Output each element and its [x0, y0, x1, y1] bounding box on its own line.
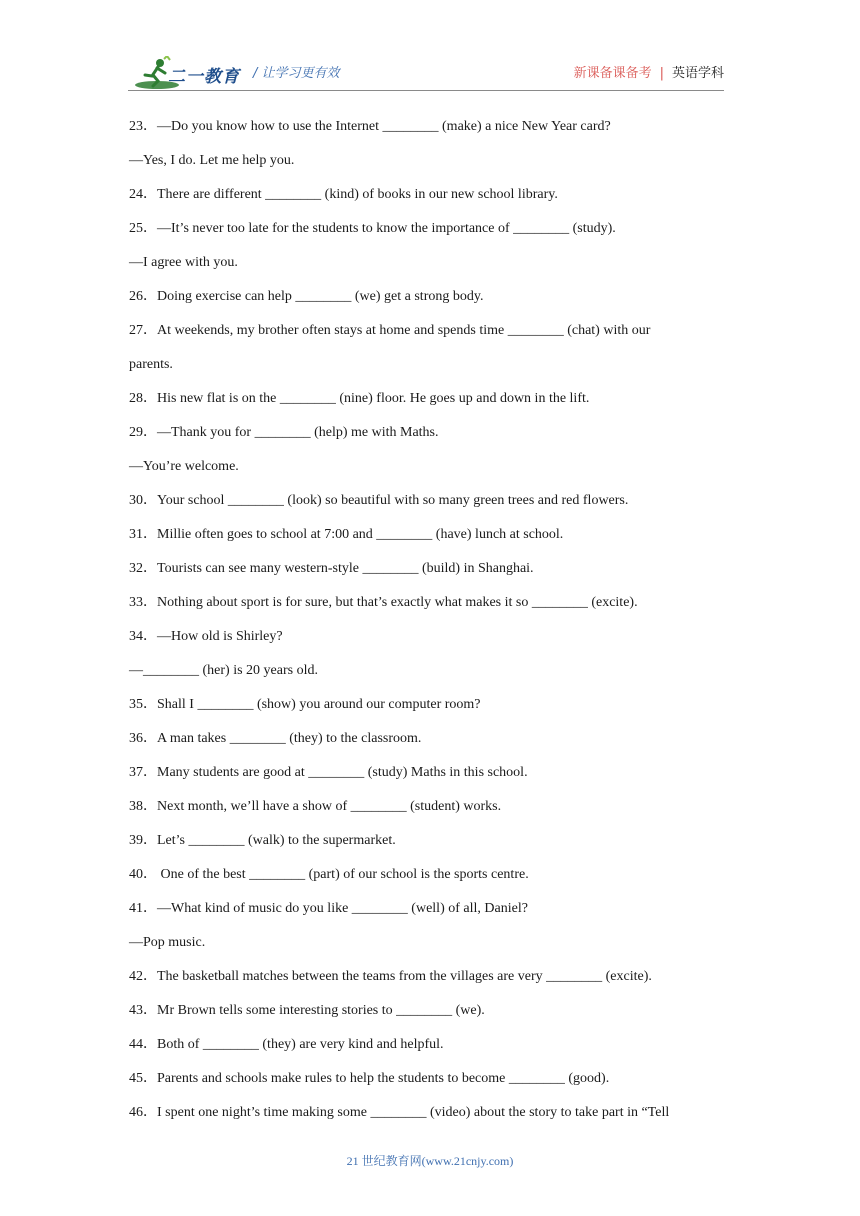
exercise-line: 40． One of the best ________ (part) of our school is the sports centre. — [129, 867, 529, 882]
exercise-line: 37．Many students are good at ________ (study) Maths in this school. — [129, 765, 528, 780]
exercise-line: 38．Next month, we’ll have a show of ________ (student) works. — [129, 799, 502, 814]
exercise-line: —I agree with you. — [129, 255, 238, 270]
exercise-line: 39．Let’s ________ (walk) to the supermarket. — [129, 833, 396, 848]
subject-tags — [574, 62, 724, 81]
exercise-line: —Yes, I do. Let me help you. — [129, 153, 295, 168]
exercise-line: 45．Parents and schools make rules to help the students to become ________ (good). — [129, 1071, 610, 1086]
tag-course-prep: 新课备课备考 — [573, 66, 652, 81]
exercise-line: 23．—Do you know how to use the Internet ________ (make) a nice New Year card? — [129, 119, 611, 134]
exercise-line: 29．—Thank you for ________ (help) me with Maths. — [129, 425, 439, 440]
exercise-line: —________ (her) is 20 years old. — [129, 663, 318, 678]
exercise-line: —You’re welcome. — [129, 459, 239, 474]
slogan: / 让学习更有效 — [253, 66, 340, 81]
exercise-line: 32．Tourists can see many western-style ________ (build) in Shanghai. — [129, 561, 534, 576]
exercise-line: 36．A man takes ________ (they) to the classroom. — [129, 731, 422, 746]
exercise-line: 25．—It’s never too late for the students to know the importance of ________ (study). — [129, 221, 616, 236]
exercise-line: 33．Nothing about sport is for sure, but that’s exactly what makes it so ________ (excite). — [129, 595, 638, 610]
exercise-line: 28．His new flat is on the ________ (nine) floor. He goes up and down in the lift. — [129, 391, 590, 406]
tag-separator: | — [659, 66, 664, 81]
exercise-line: 34．—How old is Shirley? — [129, 629, 283, 644]
tag-subject: 英语学科 — [671, 66, 724, 81]
exercise-line: 31．Millie often goes to school at 7:00 and ________ (have) lunch at school. — [129, 527, 564, 542]
page-header — [0, 0, 860, 96]
page-footer: 21 世纪教育网(www.21cnjy.com) — [346, 1154, 514, 1168]
exercise-list — [129, 110, 729, 1130]
exercise-line: 30．Your school ________ (look) so beautiful with so many green trees and red flowers. — [129, 493, 629, 508]
exercise-line: 44．Both of ________ (they) are very kind and helpful. — [129, 1037, 444, 1052]
exercise-line: parents. — [129, 357, 173, 372]
logo-text: 二一教育 — [168, 67, 240, 87]
header-divider — [128, 90, 724, 91]
exercise-line: 35．Shall I ________ (show) you around our computer room? — [129, 697, 481, 712]
exercise-line: 41．—What kind of music do you like ________ (well) of all, Daniel? — [129, 901, 528, 916]
exercise-line: 42．The basketball matches between the teams from the villages are very ________ (excite). — [129, 969, 652, 984]
exercise-line: 26．Doing exercise can help ________ (we) get a strong body. — [129, 289, 484, 304]
exercise-line: 27．At weekends, my brother often stays at home and spends time ________ (chat) with our — [129, 323, 651, 338]
exercise-line: 24．There are different ________ (kind) of books in our new school library. — [129, 187, 558, 202]
exercise-line: 43．Mr Brown tells some interesting stories to ________ (we). — [129, 1003, 485, 1018]
exercise-line: 46．I spent one night’s time making some ________ (video) about the story to take part in “Tell — [129, 1105, 670, 1120]
exercise-line: —Pop music. — [129, 935, 206, 950]
